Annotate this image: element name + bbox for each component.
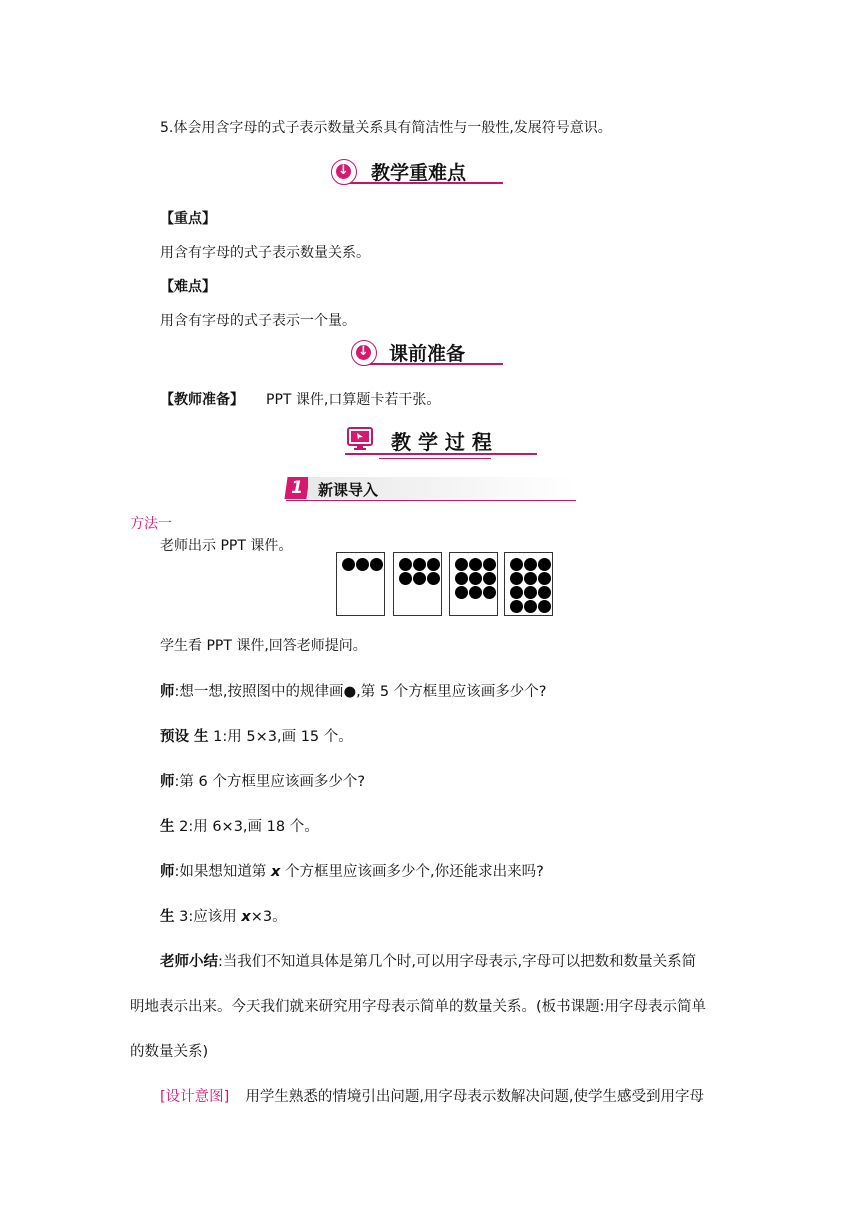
line-8	[160, 905, 287, 926]
monitor-icon	[347, 427, 373, 451]
section-title: 教 学 过 程	[391, 430, 492, 454]
line-7-text-a: :如果想知道第	[174, 864, 271, 880]
summary-text-1: :当我们不知道具体是第几个时,可以用字母表示,字母可以把数和数量关系简	[218, 954, 697, 970]
speaker-summary: 老师小结	[160, 954, 218, 970]
dot	[455, 558, 468, 571]
section-header-prep	[351, 338, 503, 368]
dot	[483, 586, 496, 599]
box-2	[393, 552, 442, 616]
line-3-text: :想一想,按照图中的规律画●,第 5 个方框里应该画多少个?	[174, 684, 547, 700]
key-point-text: 用含有字母的式子表示数量关系。	[160, 245, 370, 261]
difficult-point-label: 【难点】	[160, 279, 216, 295]
key-point-label: 【重点】	[160, 211, 216, 227]
line-6	[160, 815, 319, 836]
dot	[538, 558, 551, 571]
box-4	[504, 552, 553, 616]
line-4-text: 1:用 5×3,画 15 个。	[208, 729, 353, 745]
design-intent	[160, 1085, 704, 1106]
dot	[510, 558, 523, 571]
dot	[356, 558, 369, 571]
section-title: 课前准备	[389, 343, 466, 365]
design-intent-text: 用学生熟悉的情境引出问题,用字母表示数解决问题,使学生感受到用字母	[245, 1089, 705, 1105]
dot	[413, 558, 426, 571]
teacher-prep	[160, 389, 440, 409]
dot	[510, 572, 523, 585]
objective-5: 5.体会用含字母的式子表示数量关系具有简洁性与一般性,发展符号意识。	[160, 120, 612, 136]
dot	[538, 600, 551, 613]
dot	[469, 572, 482, 585]
dot	[510, 586, 523, 599]
speaker-teacher: 师	[160, 864, 175, 880]
dot	[413, 572, 426, 585]
line-8-text-b: ×3。	[250, 909, 287, 925]
dot	[399, 572, 412, 585]
subsection-underline	[286, 500, 576, 501]
dot	[427, 558, 440, 571]
dot	[538, 586, 551, 599]
dot	[469, 586, 482, 599]
dot	[469, 558, 482, 571]
teacher-prep-label: 【教师准备】	[160, 392, 244, 408]
teacher-prep-text: PPT 课件,口算题卡若干张。	[266, 392, 441, 408]
dot	[524, 586, 537, 599]
line-3	[160, 680, 546, 701]
line-1: 老师出示 PPT 课件。	[160, 538, 293, 554]
download-arrow-icon	[331, 159, 357, 185]
dot	[524, 600, 537, 613]
subsection-title: 新课导入	[318, 481, 379, 499]
box-3	[449, 552, 498, 616]
line-2: 学生看 PPT 课件,回答老师提问。	[160, 638, 367, 654]
dot	[342, 558, 355, 571]
speaker-teacher: 师	[160, 774, 175, 790]
summary-line-3: 的数量关系)	[130, 1044, 209, 1060]
download-arrow-icon	[351, 340, 377, 366]
dot	[370, 558, 383, 571]
box-1	[336, 552, 385, 616]
line-7-text-b: 个方框里应该画多少个,你还能求出来吗?	[280, 864, 544, 880]
dot	[510, 600, 523, 613]
line-4	[160, 725, 353, 746]
section-header-process	[345, 424, 537, 464]
variable-x: x	[241, 909, 251, 925]
line-8-text-a: 3:应该用	[174, 909, 242, 925]
dot	[455, 586, 468, 599]
dot	[524, 558, 537, 571]
dot	[524, 572, 537, 585]
difficult-point-text: 用含有字母的式子表示一个量。	[160, 313, 356, 329]
dot	[538, 572, 551, 585]
subsection-header	[286, 477, 576, 503]
speaker-student: 预设 生	[160, 729, 209, 745]
line-5	[160, 770, 365, 791]
dot	[399, 558, 412, 571]
summary-line-1	[160, 950, 696, 971]
summary-line-2: 明地表示出来。今天我们就来研究用字母表示简单的数量关系。(板书课题:用字母表示简单	[130, 999, 707, 1015]
subsection-number: 1	[291, 478, 303, 498]
section-title: 教学重难点	[371, 162, 467, 184]
line-6-text: 2:用 6×3,画 18 个。	[174, 819, 319, 835]
header-underline-short	[379, 458, 491, 459]
method-label: 方法一	[130, 516, 172, 532]
dot	[427, 572, 440, 585]
speaker-student: 生	[160, 909, 175, 925]
dot	[483, 572, 496, 585]
section-header-difficulty	[331, 157, 503, 187]
line-7	[160, 860, 544, 881]
dot	[455, 572, 468, 585]
design-intent-label: [设计意图]	[160, 1089, 230, 1105]
line-5-text: :第 6 个方框里应该画多少个?	[174, 774, 366, 790]
variable-x: x	[271, 864, 281, 880]
dot	[483, 558, 496, 571]
speaker-student: 生	[160, 819, 175, 835]
speaker-teacher: 师	[160, 684, 175, 700]
